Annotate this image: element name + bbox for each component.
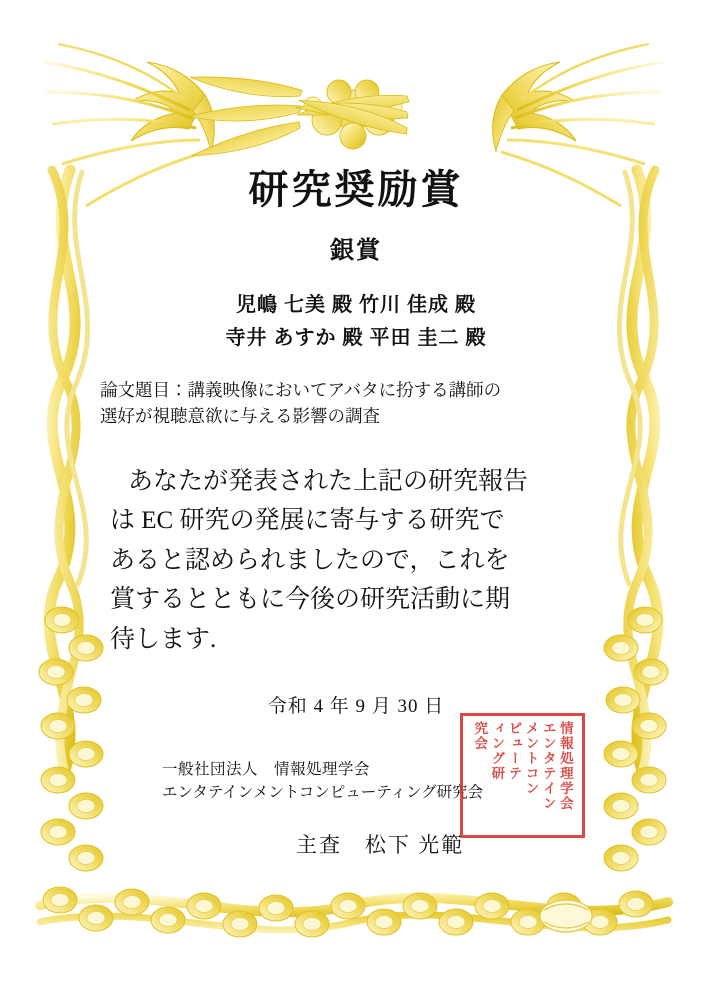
seal-column: ピューテ bbox=[506, 721, 522, 781]
citation-line: 賞するとともに今後の研究活動に期 bbox=[110, 586, 511, 613]
issuer-line: 一般社団法人 情報処理学会 bbox=[162, 761, 371, 778]
recipient-line: 児嶋 七美 殿 竹川 佳成 殿 bbox=[236, 294, 476, 316]
citation-line: 待します. bbox=[110, 625, 217, 653]
award-title: 研究奨励賞 bbox=[248, 167, 464, 212]
recipient-list bbox=[96, 289, 616, 355]
citation-line: あなたが発表された上記の研究報告 bbox=[128, 467, 529, 495]
paper-title bbox=[96, 377, 616, 430]
citation-body bbox=[96, 462, 616, 660]
paper-title-line: 選好が視聴意欲に与える影響の調査 bbox=[100, 406, 380, 427]
citation-line: あると認められましたので，これを bbox=[110, 546, 510, 574]
paper-title-line: 論文題目：講義映像においてアバタに扮する講師の bbox=[100, 380, 502, 400]
issue-date: 令和 4 年 9 月 30 日 bbox=[267, 696, 445, 717]
award-rank: 銀賞 bbox=[330, 238, 382, 264]
seal-column: メントコン bbox=[523, 721, 539, 796]
seal-column: ィング研 bbox=[489, 721, 505, 781]
seal-column: エンタテイン bbox=[540, 721, 556, 811]
signatory: 主査 松下 光範 bbox=[296, 832, 465, 857]
citation-line: は EC 研究の発展に寄与する研究で bbox=[110, 507, 505, 534]
seal-column: 情報処理学会 bbox=[557, 721, 573, 811]
seal-column: 究会 bbox=[472, 721, 488, 751]
official-seal bbox=[460, 713, 585, 838]
recipient-line: 寺井 あすか 殿 平田 圭二 殿 bbox=[225, 327, 487, 349]
issuer-line: エンタテインメントコンピューティング研究会 bbox=[162, 784, 484, 802]
